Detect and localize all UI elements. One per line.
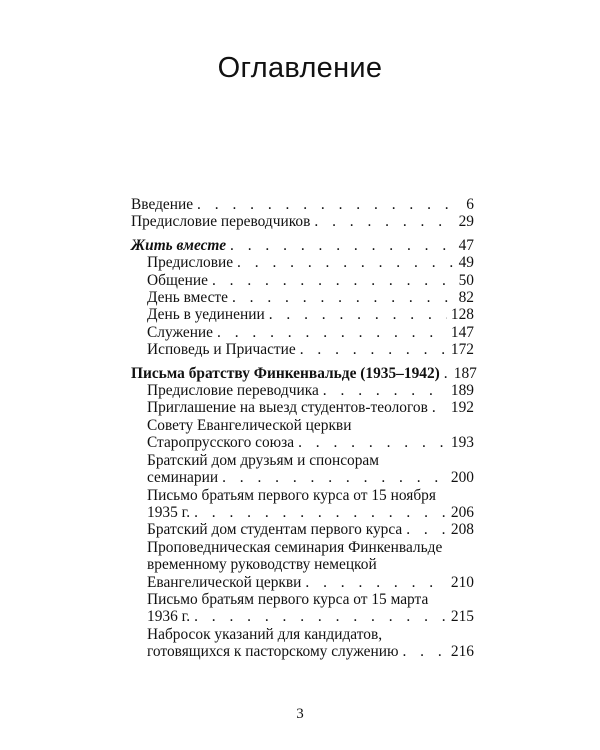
toc-leader-dots	[217, 324, 447, 341]
page-title: Оглавление	[217, 52, 383, 84]
toc-entry-title-line: готовящихся к пасторскому служению	[147, 643, 399, 661]
toc-entry-multiline[interactable]	[131, 539, 474, 591]
toc-leader-dots	[406, 521, 447, 538]
toc-leader-dots	[300, 341, 447, 358]
toc-entry-title: Предисловие	[147, 254, 234, 272]
toc-entry-title: Предисловие переводчика	[147, 382, 319, 400]
toc-entry-page: 210	[450, 573, 474, 591]
toc-leader-dots	[323, 382, 447, 399]
toc-leader-dots	[194, 608, 447, 625]
toc-leader-dots	[269, 306, 447, 323]
toc-entry-title: Предисловие переводчиков	[131, 213, 311, 231]
toc-leader-dots	[212, 272, 455, 289]
toc-entry[interactable]	[131, 196, 474, 213]
toc-leader-dots	[298, 434, 447, 451]
toc-entry[interactable]	[131, 382, 474, 399]
toc-entry-title-line: Письмо братьям первого курса от 15 марта	[147, 590, 429, 608]
toc-entry-title: Служение	[147, 323, 214, 341]
toc-entry-title: Приглашение на выезд студентов-теологов	[147, 399, 428, 417]
toc-leader-dots	[305, 574, 447, 591]
toc-entry-page: 128	[450, 306, 474, 324]
toc-leader-dots	[222, 469, 447, 486]
toc-entry-title-line: Старопрусского союза	[147, 434, 295, 452]
toc-section-heading[interactable]	[131, 364, 477, 382]
toc-entry-page: 215	[450, 608, 474, 626]
toc-entry-title-line: 1936 г.	[147, 608, 191, 626]
toc-entry-title-line: Проповедническая семинария Финкенвальде	[147, 538, 443, 556]
toc-entry-title-line: 1935 г.	[147, 503, 191, 521]
toc-entry-page: 47	[458, 236, 474, 254]
toc-entry[interactable]	[131, 306, 474, 323]
toc-entry-page: 187	[453, 364, 477, 382]
toc-entry[interactable]	[131, 289, 474, 306]
toc-entry-page: 206	[450, 503, 474, 521]
toc-entry[interactable]	[131, 213, 474, 230]
toc-entry-multiline[interactable]	[131, 417, 474, 452]
toc-entry-title: День в уединении	[147, 306, 265, 324]
toc-leader-dots	[237, 254, 455, 271]
toc-entry-title: Письма братству Финкенвальде (1935–1942)	[131, 364, 440, 382]
toc-entry-title-line: Письмо братьям первого курса от 15 ноября	[147, 486, 436, 504]
toc-entry-page: 50	[458, 271, 474, 289]
toc-entry[interactable]	[131, 324, 474, 341]
toc-entry-multiline[interactable]	[131, 487, 474, 522]
toc-leader-dots	[402, 643, 446, 660]
toc-entry-title: Общение	[147, 271, 208, 289]
toc-section-heading[interactable]	[131, 237, 474, 254]
toc-entry-title-line: Евангелической церкви	[147, 573, 302, 591]
toc-entry-title-line: временному руководству немецкой	[147, 556, 377, 574]
toc-entry-page: 216	[450, 643, 474, 661]
toc-entry[interactable]	[131, 399, 474, 416]
toc-entry-page: 192	[450, 399, 474, 417]
toc-entry-title-line: Совету Евангелической церкви	[147, 416, 352, 434]
toc-entry-page: 29	[458, 213, 474, 231]
toc-entry-page: 193	[450, 434, 474, 452]
toc-entry-title: Братский дом студентам первого курса	[147, 521, 403, 539]
toc-entry-page: 172	[450, 341, 474, 359]
page-number: 3	[296, 706, 304, 722]
toc-entry[interactable]	[131, 341, 474, 358]
toc-entry-title: Исповедь и Причастие	[147, 341, 296, 359]
table-of-contents	[131, 196, 477, 661]
toc-entry-title: Жить вместе	[131, 236, 227, 254]
toc-entry-multiline[interactable]	[131, 452, 474, 487]
toc-entry-page: 208	[450, 521, 474, 539]
toc-entry-page: 189	[450, 382, 474, 400]
toc-entry-title: День вместе	[147, 289, 228, 307]
toc-entry-page: 200	[450, 469, 474, 487]
toc-leader-dots	[444, 365, 450, 382]
toc-entry-multiline[interactable]	[131, 591, 474, 626]
toc-leader-dots	[232, 289, 455, 306]
toc-entry-title: Введение	[131, 196, 194, 213]
toc-entry[interactable]	[131, 272, 474, 289]
toc-entry-page: 147	[450, 323, 474, 341]
toc-entry-multiline[interactable]	[131, 626, 474, 661]
toc-entry-title-line: семинарии	[147, 469, 219, 487]
toc-entry-page: 82	[458, 289, 474, 307]
toc-leader-dots	[194, 504, 447, 521]
toc-leader-dots	[314, 213, 454, 230]
toc-entry-page: 49	[458, 254, 474, 272]
toc-leader-dots	[432, 399, 447, 416]
toc-entry-title-line: Братский дом друзьям и спонсорам	[147, 451, 379, 469]
toc-leader-dots	[230, 237, 455, 254]
toc-entry[interactable]	[131, 521, 474, 538]
toc-entry[interactable]	[131, 254, 474, 271]
toc-entry-title-line: Набросок указаний для кандидатов,	[147, 625, 383, 643]
toc-entry-page: 6	[466, 196, 474, 213]
toc-leader-dots	[197, 196, 462, 213]
